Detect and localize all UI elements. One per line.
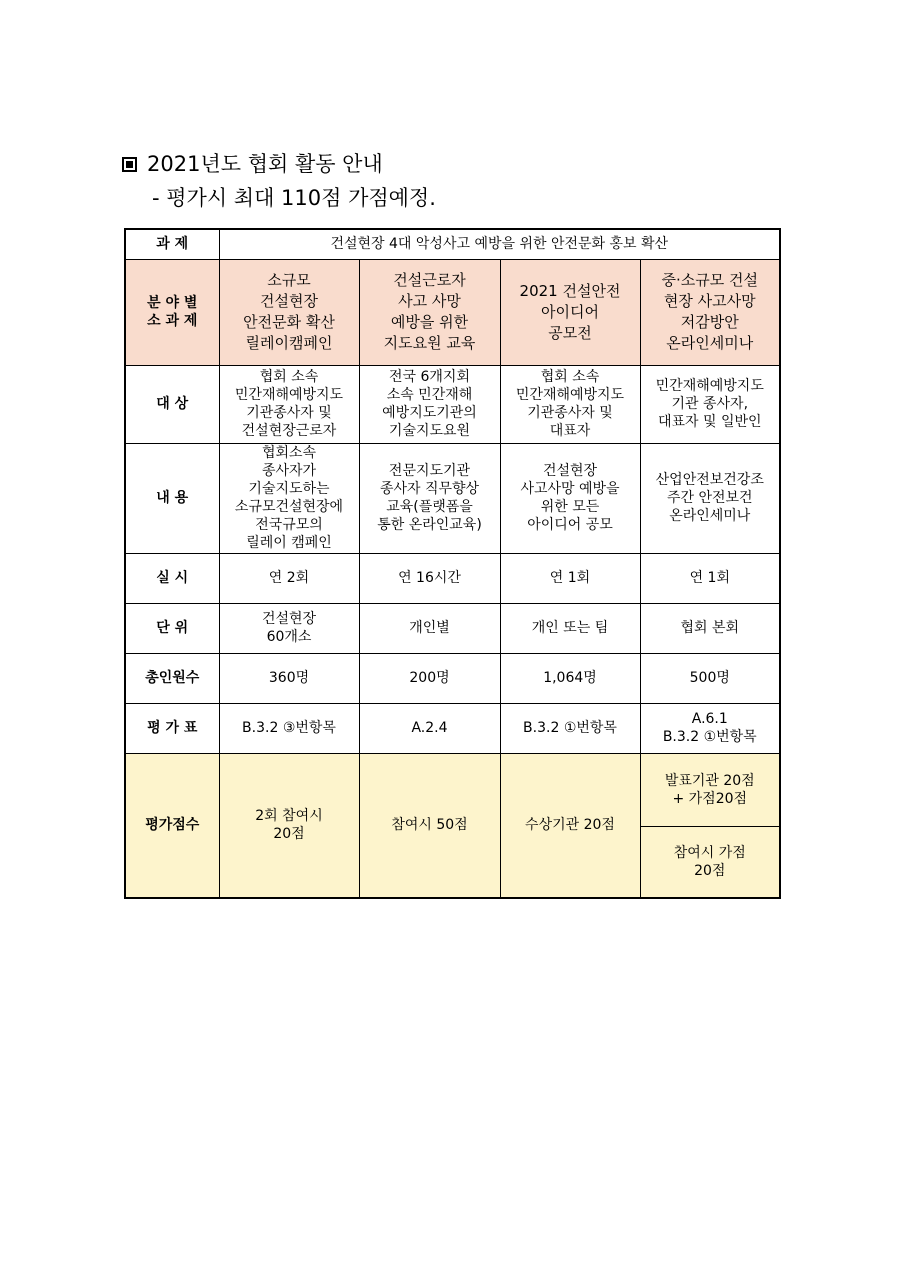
execution-3: 연 1회 <box>500 553 640 603</box>
score-4-top: 발표기관 20점 + 가점20점 <box>640 753 780 826</box>
execution-label: 실 시 <box>125 553 219 603</box>
total-4: 500명 <box>640 653 780 703</box>
total-1: 360명 <box>219 653 359 703</box>
eval-table-row <box>125 703 780 753</box>
content-label: 내 용 <box>125 443 219 553</box>
activity-table <box>124 228 781 899</box>
score-row <box>125 753 780 826</box>
section-heading <box>122 150 383 178</box>
content-row <box>125 443 780 553</box>
content-1: 협회소속 종사자가 기술지도하는 소규모건설현장에 전국규모의 릴레이 캠페인 <box>219 443 359 553</box>
content-2: 전문지도기관 종사자 직무향상 교육(플랫폼을 통한 온라인교육) <box>359 443 500 553</box>
task-label: 과 제 <box>125 229 219 259</box>
square-bullet-icon <box>122 157 137 172</box>
execution-2: 연 16시간 <box>359 553 500 603</box>
unit-1: 건설현장 60개소 <box>219 603 359 653</box>
eval-table-label: 평 가 표 <box>125 703 219 753</box>
execution-row <box>125 553 780 603</box>
content-3: 건설현장 사고사망 예방을 위한 모든 아이디어 공모 <box>500 443 640 553</box>
total-3: 1,064명 <box>500 653 640 703</box>
subtask-2: 건설근로자 사고 사망 예방을 위한 지도요원 교육 <box>359 259 500 365</box>
execution-1: 연 2회 <box>219 553 359 603</box>
subheading: - 평가시 최대 110점 가점예정. <box>152 186 436 210</box>
total-row <box>125 653 780 703</box>
eval-table-4: A.6.1 B.3.2 ①번항목 <box>640 703 780 753</box>
subtask-row <box>125 259 780 365</box>
unit-2: 개인별 <box>359 603 500 653</box>
total-label: 총인원수 <box>125 653 219 703</box>
score-3: 수상기관 20점 <box>500 753 640 898</box>
eval-table-2: A.2.4 <box>359 703 500 753</box>
subtask-4: 중·소규모 건설 현장 사고사망 저감방안 온라인세미나 <box>640 259 780 365</box>
score-label: 평가점수 <box>125 753 219 898</box>
score-4-bottom: 참여시 가점 20점 <box>640 826 780 898</box>
unit-label: 단 위 <box>125 603 219 653</box>
task-row <box>125 229 780 259</box>
content-4: 산업안전보건강조 주간 안전보건 온라인세미나 <box>640 443 780 553</box>
target-label: 대 상 <box>125 365 219 443</box>
score-2: 참여시 50점 <box>359 753 500 898</box>
eval-table-1: B.3.2 ③번항목 <box>219 703 359 753</box>
unit-row <box>125 603 780 653</box>
target-1: 협회 소속 민간재해예방지도 기관종사자 및 건설현장근로자 <box>219 365 359 443</box>
total-2: 200명 <box>359 653 500 703</box>
target-3: 협회 소속 민간재해예방지도 기관종사자 및 대표자 <box>500 365 640 443</box>
subtask-1: 소규모 건설현장 안전문화 확산 릴레이캠페인 <box>219 259 359 365</box>
subtask-label: 분 야 별 소 과 제 <box>125 259 219 365</box>
unit-3: 개인 또는 팀 <box>500 603 640 653</box>
score-1: 2회 참여시 20점 <box>219 753 359 898</box>
target-row <box>125 365 780 443</box>
unit-4: 협회 본회 <box>640 603 780 653</box>
task-value: 건설현장 4대 악성사고 예방을 위한 안전문화 홍보 확산 <box>219 229 780 259</box>
execution-4: 연 1회 <box>640 553 780 603</box>
eval-table-3: B.3.2 ①번항목 <box>500 703 640 753</box>
subtask-3: 2021 건설안전 아이디어 공모전 <box>500 259 640 365</box>
target-4: 민간재해예방지도 기관 종사자, 대표자 및 일반인 <box>640 365 780 443</box>
target-2: 전국 6개지회 소속 민간재해 예방지도기관의 기술지도요원 <box>359 365 500 443</box>
heading-text: 2021년도 협회 활동 안내 <box>147 152 383 176</box>
